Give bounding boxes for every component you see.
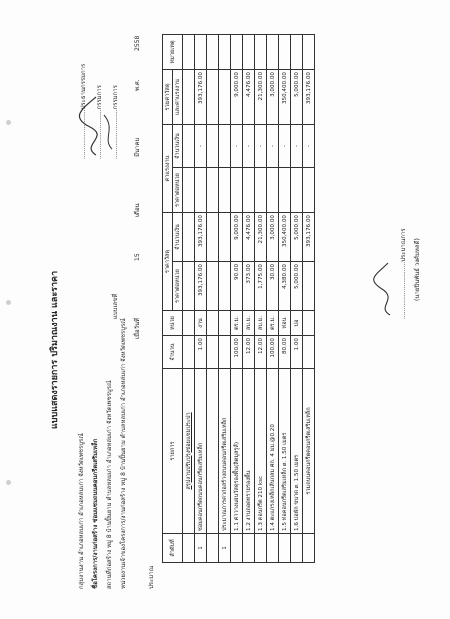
col-remark: หมายเหตุ: [163, 35, 183, 70]
cell-mat-amt: [207, 213, 219, 262]
cell-lab-amt: -: [279, 125, 291, 168]
committee-signature: [76, 89, 116, 159]
estimator-name: (นายปิ่นพันธ์ วงศ์มหลดี): [414, 238, 421, 301]
date-day: 15: [134, 253, 141, 261]
cell-unit: บ่อ: [291, 311, 303, 336]
cell-mat-unit: 373.00: [243, 262, 255, 311]
cell-remark: [255, 35, 267, 70]
cell-lab-amt: [219, 125, 231, 168]
committee-member-line-1: ..........................กรรมการ: [96, 85, 103, 159]
cell-seq: [183, 534, 195, 563]
table-row: [279, 35, 291, 563]
col-mat-unit-price: ราคาต่อหน่วย: [173, 262, 183, 311]
cell-lab-amt: -: [255, 125, 267, 168]
cell-total: [183, 70, 195, 125]
cell-total: 393,176.00: [303, 70, 315, 125]
cell-qty: [183, 336, 195, 369]
cell-total: [207, 70, 219, 125]
cell-qty: 100.00: [231, 336, 243, 369]
cell-mat-unit: [303, 262, 315, 311]
col-unit: หน่วย: [163, 311, 183, 336]
cell-seq: [291, 534, 303, 563]
cell-unit: [183, 311, 195, 336]
committee-chair-line: ..........................ประธานกรรมการ: [80, 63, 87, 159]
cell-item: 1.6 บ่อพัก ขนาด ø. 1.50 เมตร: [291, 369, 303, 534]
date-label: เมื่อวันที่: [134, 317, 141, 339]
cell-lab-unit: [291, 168, 303, 213]
cell-mat-unit: 90.00: [231, 262, 243, 311]
cell-unit: งาน: [195, 311, 207, 336]
col-lab-unit-price: ราคาต่อหน่วย: [173, 168, 183, 213]
table-row: [243, 35, 255, 563]
cell-lab-amt: -: [291, 125, 303, 168]
cell-item: ประมาณการค่าก่อสร้างถนนคอนกรีตเสริมเหล็ก: [219, 369, 231, 534]
cell-qty: 12.00: [255, 336, 267, 369]
cell-seq: [267, 534, 279, 563]
cell-lab-amt: -: [195, 125, 207, 168]
cell-mat-unit: [207, 262, 219, 311]
cell-mat-unit: 1,775.00: [255, 262, 267, 311]
cell-unit: [219, 311, 231, 336]
table-row: [255, 35, 267, 563]
table-row: [207, 35, 219, 563]
cell-remark: [231, 35, 243, 70]
cell-seq: 1: [195, 534, 207, 563]
col-item: รายการ: [163, 369, 183, 534]
estimator-role-line: ..............................ประมาณการ: [400, 228, 407, 319]
cell-remark: [195, 35, 207, 70]
cell-lab-amt: -: [267, 125, 279, 168]
cell-remark: [183, 35, 195, 70]
year-label: พ.ศ.: [134, 79, 141, 91]
col-total-group: รวมค่าวัสดุ: [163, 70, 173, 125]
cell-qty: 100.00: [267, 336, 279, 369]
cell-lab-unit: [219, 168, 231, 213]
cell-mat-amt: 393,176.00: [195, 213, 207, 262]
cell-lab-amt: -: [231, 125, 243, 168]
cell-unit: ตร.ม.: [267, 311, 279, 336]
cell-unit: ลบ.ม.: [255, 311, 267, 336]
col-lab-amount: จำนวนเงิน: [173, 125, 183, 168]
cell-lab-unit: [255, 168, 267, 213]
col-material-group: ราคาวัสดุ: [163, 213, 173, 311]
cell-total: 5,000.00: [291, 70, 303, 125]
cell-qty: 1.00: [195, 336, 207, 369]
cell-total: [219, 70, 231, 125]
agency-line: กลุ่มงานงาน อำเภอหลมเก่า อำเภอหล่มเก่า จังหวัดเพชรบูรณ์: [78, 433, 85, 589]
cell-seq: 1: [219, 534, 231, 563]
cell-lab-amt: -: [303, 125, 315, 168]
cell-seq: [303, 534, 315, 563]
table-row: [195, 35, 207, 563]
cell-lab-unit: [279, 168, 291, 213]
col-labor-group: ค่าแรงงาน: [163, 125, 173, 213]
cell-lab-unit: [303, 168, 315, 213]
cell-item: 1.3 คอนกรีต 210 ksc: [255, 369, 267, 534]
cell-lab-unit: [231, 168, 243, 213]
table-row: [219, 35, 231, 563]
cell-qty: [207, 336, 219, 369]
cell-mat-amt: 4,476.00: [243, 213, 255, 262]
cell-mat-amt: 393,176.00: [303, 213, 315, 262]
cell-lab-unit: [195, 168, 207, 213]
cell-lab-amt: [183, 125, 195, 168]
cell-unit: ตร.ม.: [231, 311, 243, 336]
cell-item: [207, 369, 219, 534]
col-total-sub: และค่าแรงงาน: [173, 70, 183, 125]
cell-seq: [207, 534, 219, 563]
form-number-label: แบบเลขที่: [112, 293, 119, 319]
cell-total: 393,176.00: [195, 70, 207, 125]
cell-lab-unit: [267, 168, 279, 213]
sheet-label: ประมาณ: [148, 565, 155, 589]
cell-item: 1.5 ท่อคอนกรีตเสริมเหล็ก ø. 1.50 เมตร: [279, 369, 291, 534]
cell-total: 350,400.00: [279, 70, 291, 125]
cell-mat-unit: 5,000.00: [291, 262, 303, 311]
cell-item: 1.1 ค่าวางแผ่นวัสดุรองพื้น(ลิตมูลรูส์): [231, 369, 243, 534]
cell-remark: [279, 35, 291, 70]
cell-qty: 12.00: [243, 336, 255, 369]
cell-lab-unit: [183, 168, 195, 213]
table-row: [183, 35, 195, 563]
col-seq: ลำดับที่: [163, 534, 183, 563]
cell-mat-amt: 5,000.00: [291, 213, 303, 262]
cell-mat-unit: 30.00: [267, 262, 279, 311]
month-value: มีนาคม: [134, 137, 141, 157]
cell-total: 4,476.00: [243, 70, 255, 125]
cell-lab-unit: [243, 168, 255, 213]
cell-unit: ลบ.ม.: [243, 311, 255, 336]
cell-item: รวมถนนคอนกรีตคอนกรีตเสริมเหล็ก: [303, 369, 315, 534]
cell-qty: [303, 336, 315, 369]
cell-qty: 80.00: [279, 336, 291, 369]
cell-mat-unit: [183, 262, 195, 311]
cell-mat-amt: 3,000.00: [267, 213, 279, 262]
cell-mat-amt: 350,400.00: [279, 213, 291, 262]
cell-remark: [207, 35, 219, 70]
year-value: 2558: [134, 35, 141, 51]
cell-remark: [219, 35, 231, 70]
cell-mat-amt: 21,300.00: [255, 213, 267, 262]
cell-lab-amt: -: [243, 125, 255, 168]
cell-seq: [279, 534, 291, 563]
cell-item: 1.4 ตะแกรงเหล็กเส้นกลม ศก. 4 มม.@0.20: [267, 369, 279, 534]
cell-mat-unit: [219, 262, 231, 311]
document-title: แบบแสดงรายการ ปริมาณงาน และราคา: [50, 270, 60, 429]
cell-item: ซ่อมคอนกรีตถนนคอนกรีตเสริมเหล็ก: [195, 369, 207, 534]
cell-seq: [243, 534, 255, 563]
cell-lab-unit: [207, 168, 219, 213]
cell-lab-amt: [207, 125, 219, 168]
cell-item: 1.2 งานถอดทรายรองพื้น: [243, 369, 255, 534]
cell-total: 9,000.00: [231, 70, 243, 125]
col-mat-amount: จำนวนเงิน: [173, 213, 183, 262]
quantity-price-table: [162, 34, 315, 563]
cell-mat-amt: 9,000.00: [231, 213, 243, 262]
cell-remark: [303, 35, 315, 70]
cell-item: สรุปงานปรับปรุงซ่อมแซมประปา: [183, 369, 195, 534]
cell-mat-amt: [219, 213, 231, 262]
month-label: เดือน: [134, 203, 141, 217]
cell-unit: ท่อน: [279, 311, 291, 336]
cell-remark: [267, 35, 279, 70]
cell-remark: [291, 35, 303, 70]
cell-total: 3,000.00: [267, 70, 279, 125]
table-row: [267, 35, 279, 563]
cell-total: 21,300.00: [255, 70, 267, 125]
cell-unit: [207, 311, 219, 336]
cell-unit: [303, 311, 315, 336]
table-row-total: [303, 35, 315, 563]
cell-seq: [231, 534, 243, 563]
cell-qty: 1.00: [291, 336, 303, 369]
cell-mat-unit: 4,380.00: [279, 262, 291, 311]
committee-member-line-2: ..........................กรรมการ: [112, 85, 119, 159]
cell-remark: [243, 35, 255, 70]
cell-seq: [255, 534, 267, 563]
owner-line: หน่วยงานเจ้าของโครงการ/งานก่อสร้าง หมู่ 8 บ้านปิ้นยาม ตำบลหลมเก่า อำเภอหล่มเก่า จังหวัดเพชรบูรณ์: [120, 318, 127, 589]
cell-mat-unit: 393,176.00: [195, 262, 207, 311]
table-row: [291, 35, 303, 563]
cell-qty: [219, 336, 231, 369]
table-row: [231, 35, 243, 563]
cell-mat-amt: [183, 213, 195, 262]
location-line: สถานที่ก่อสร้าง หมู่ 8 บ้านปิ้นยาม ตำบลหลมเก่า อำเภอหล่มเก่า จังหวัดเพชรบูรณ์: [106, 380, 113, 589]
col-qty: จำนวน: [163, 336, 183, 369]
project-line: ชื่อโครงการ/งานก่อสร้าง ซ่อมแซมถนนคอนกรีตเสริมเหล็ก: [92, 438, 99, 589]
